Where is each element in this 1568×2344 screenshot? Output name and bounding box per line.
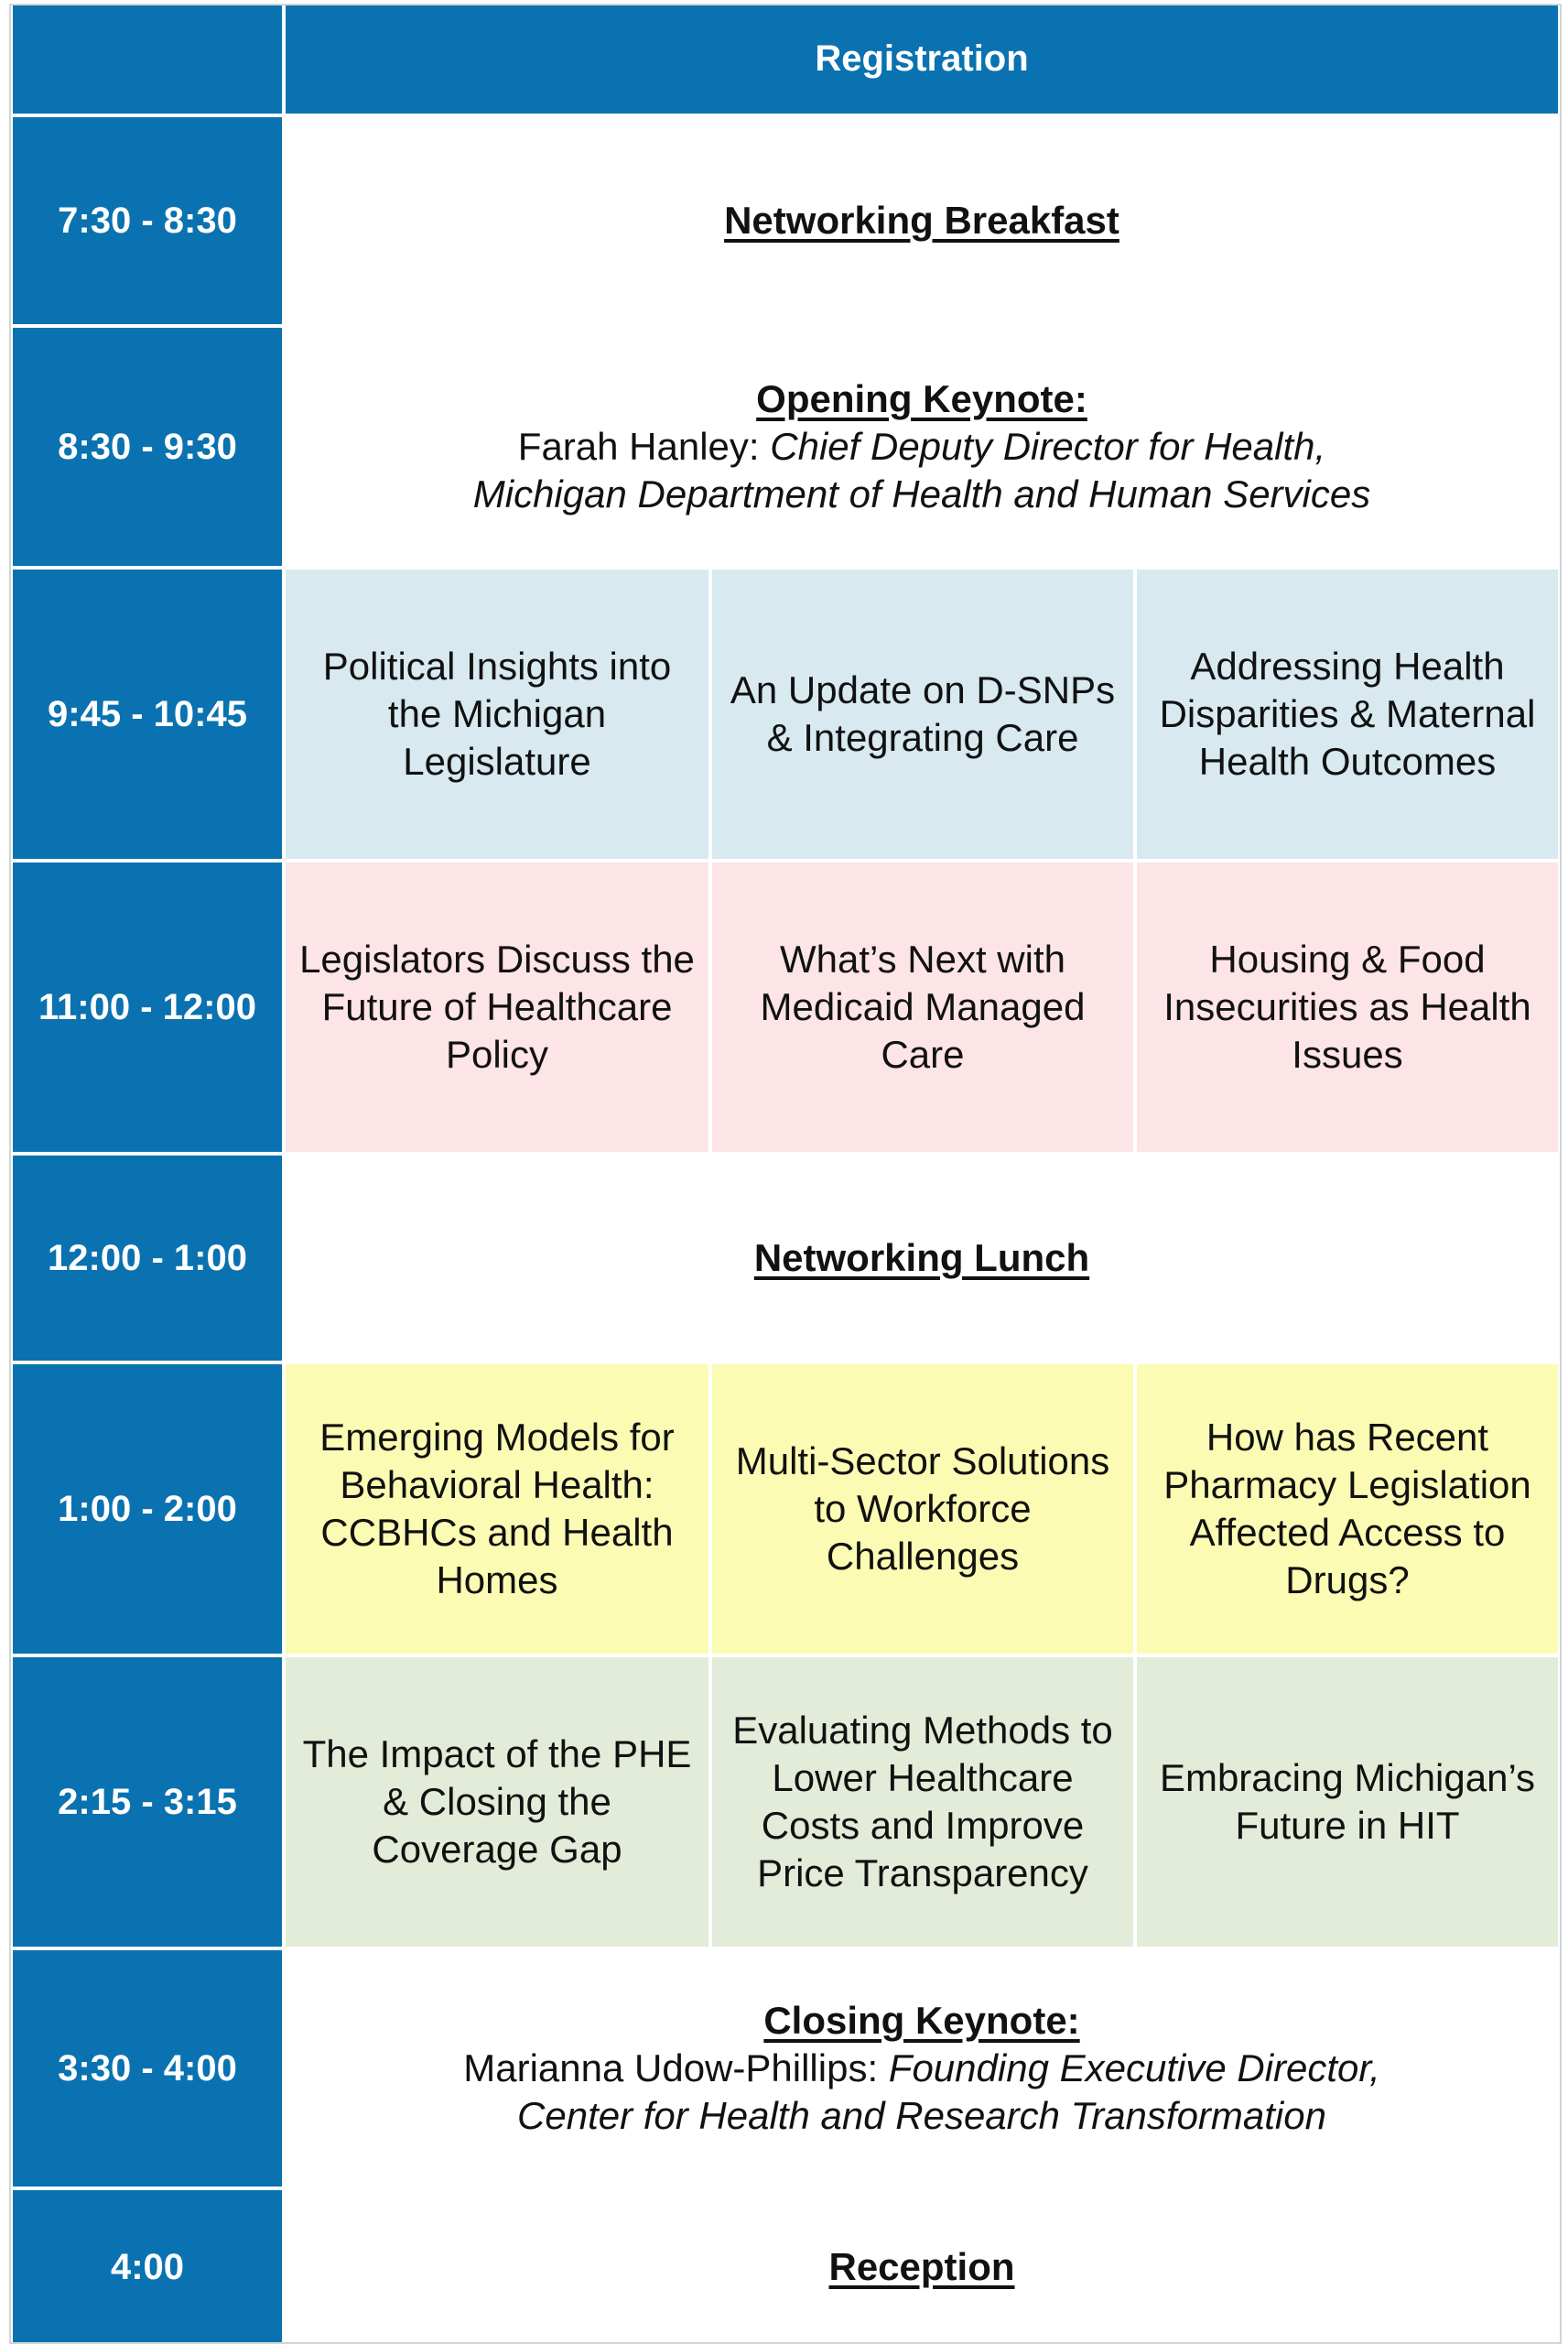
session-cell: Evaluating Methods to Lower Healthcare Costs and Improve Price Transparency [712, 1657, 1133, 1947]
time-slot: 1:00 - 2:00 [13, 1364, 282, 1654]
session-cell: An Update on D-SNPs & Integrating Care [712, 570, 1133, 859]
time-slot: 12:00 - 1:00 [13, 1156, 282, 1361]
event-title: Opening Keynote: [756, 377, 1087, 420]
event-title: Reception [828, 2245, 1015, 2288]
time-slot: 3:30 - 4:00 [13, 1950, 282, 2187]
session-cell: Embracing Michigan’s Future in HIT [1137, 1657, 1558, 1947]
speaker-role: Chief Deputy Director for Health, [770, 425, 1326, 468]
session-cell: The Impact of the PHE & Closing the Coverage Gap [286, 1657, 708, 1947]
session-cell: Emerging Models for Behavioral Health: CCBHCs and Health Homes [286, 1364, 708, 1654]
time-slot: 7:30 - 8:30 [13, 117, 282, 324]
time-slot: 11:00 - 12:00 [13, 863, 282, 1152]
speaker-organization: Center for Health and Research Transformation [517, 2094, 1326, 2137]
header-title: Registration [286, 4, 1558, 114]
session-cell: Multi-Sector Solutions to Workforce Challenges [712, 1364, 1133, 1654]
event-networking-lunch [286, 1156, 1558, 1361]
session-cell: Political Insights into the Michigan Legislature [286, 570, 708, 859]
speaker-name: Farah Hanley: [517, 425, 760, 468]
time-slot: 4:00 [13, 2190, 282, 2344]
speaker-role: Founding Executive Director, [888, 2046, 1380, 2089]
event-title: Networking Lunch [753, 1236, 1090, 1279]
header-corner [13, 4, 282, 114]
session-cell: Addressing Health Disparities & Maternal Health Outcomes [1137, 570, 1558, 859]
event-closing-keynote [286, 1950, 1558, 2187]
time-slot: 9:45 - 10:45 [13, 570, 282, 859]
speaker-name: Marianna Udow-Phillips: [463, 2046, 879, 2089]
speaker-organization: Michigan Department of Health and Human Services [472, 472, 1371, 515]
time-slot: 8:30 - 9:30 [13, 328, 282, 566]
event-reception [286, 2190, 1558, 2344]
event-title: Networking Breakfast [724, 199, 1119, 242]
event-opening-keynote [286, 328, 1558, 566]
speaker-line [518, 423, 1325, 471]
session-cell: Legislators Discuss the Future of Healthcare Policy [286, 863, 708, 1152]
event-networking-breakfast [286, 117, 1558, 324]
event-title: Closing Keynote: [763, 1999, 1080, 2042]
speaker-line [463, 2045, 1379, 2092]
time-slot: 2:15 - 3:15 [13, 1657, 282, 1947]
session-cell: Housing & Food Insecurities as Health Issues [1137, 863, 1558, 1152]
session-cell: How has Recent Pharmacy Legislation Affected Access to Drugs? [1137, 1364, 1558, 1654]
session-cell: What’s Next with Medicaid Managed Care [712, 863, 1133, 1152]
